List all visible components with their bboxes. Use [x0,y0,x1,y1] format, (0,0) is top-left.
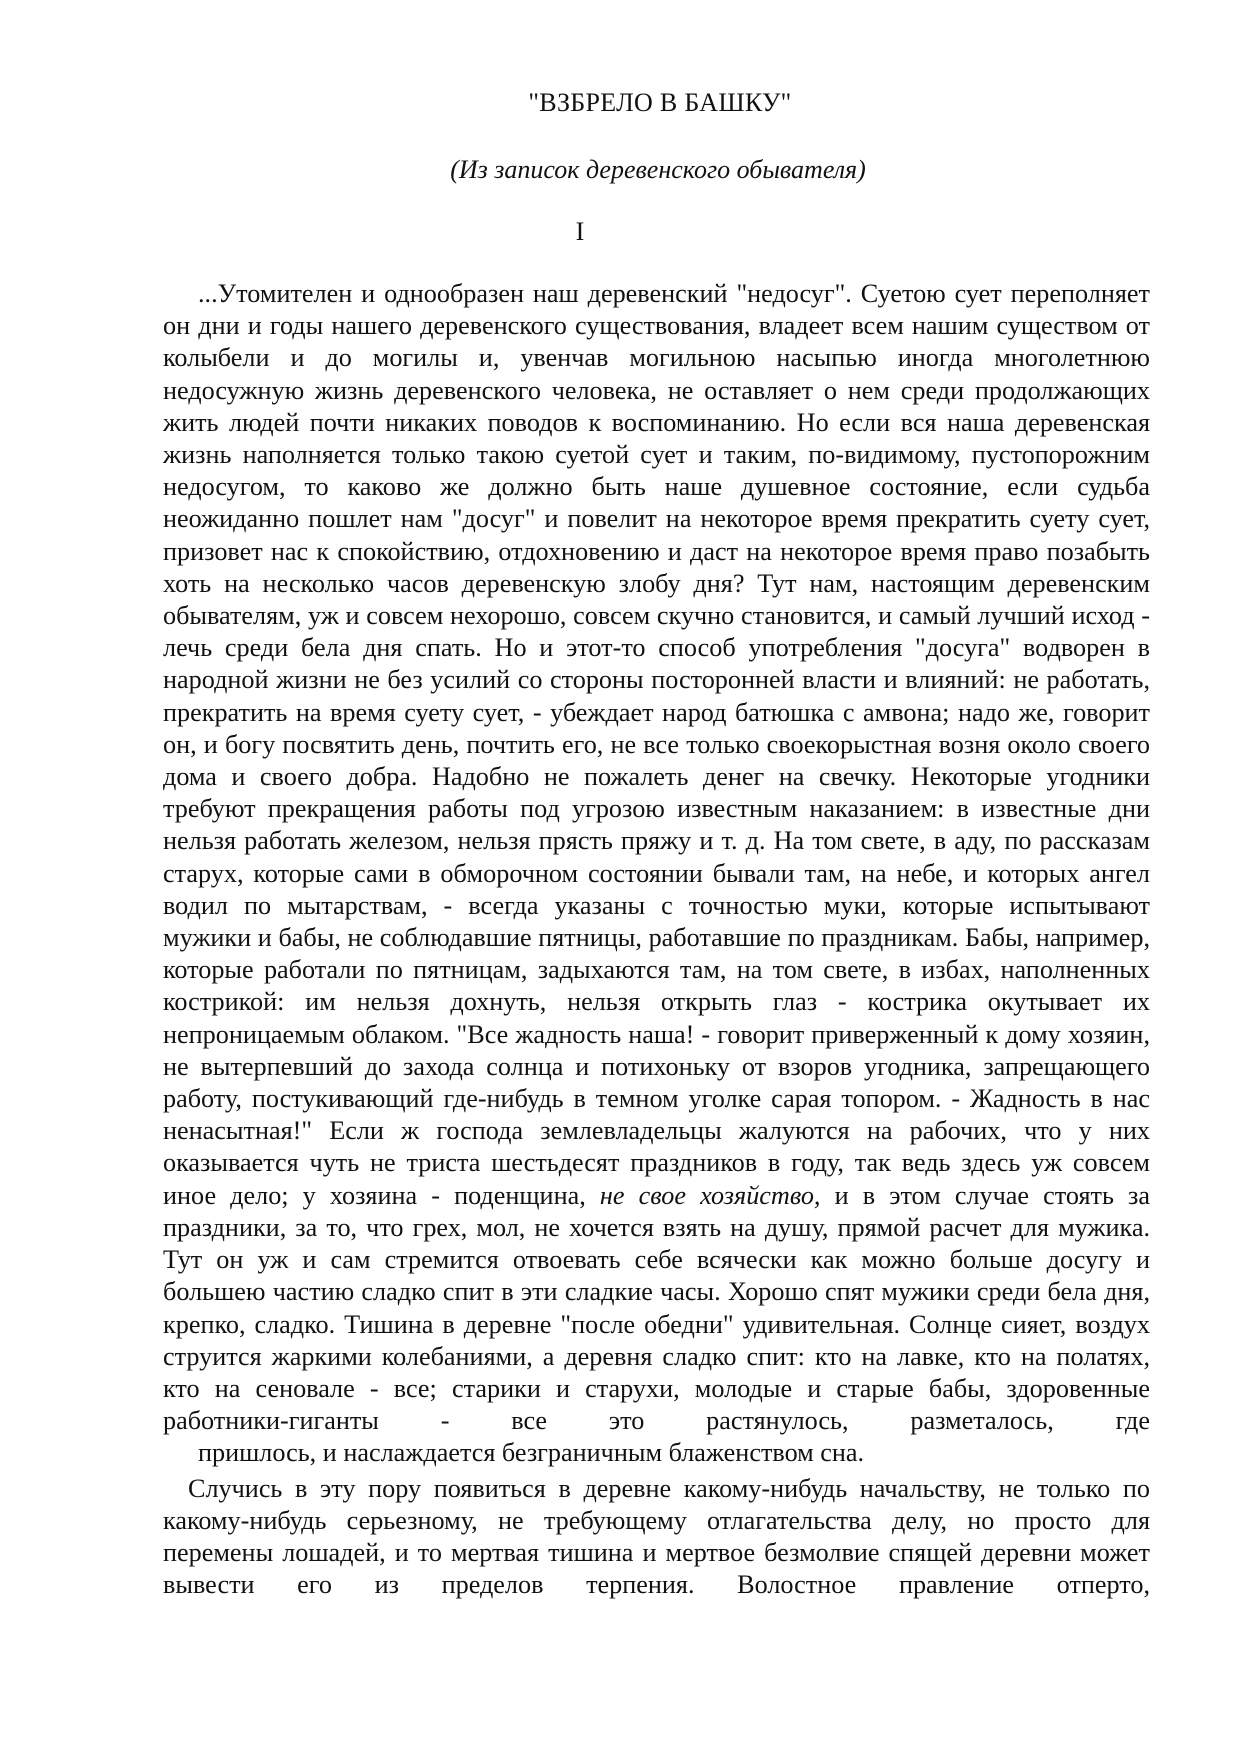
body-text [163,278,1150,1601]
paragraph-2: Случись в эту пору появиться в деревне какому-нибудь начальству, не только по какому-нибудь серьезному, не требующему отлагательства делу, но просто для перемены лошадей, и то мертвая тишина и мертвое безмолвие спящей деревни может вывести его из пределов терпения. Волостное правление отперто, [163,1473,1150,1600]
paragraph-1-part-2: и в этом случае стоять за праздники, за то, что грех, мол, не хочется взять на душу, прямой расчет для мужика. Тут он уж и сам стремится отвоевать себе всячески как можно больше досугу и большею частию сладко спит в эти сладкие часы. Хорошо спят мужики среди бела дня, крепко, сладко. Тишина в деревне "после обедни" удивительная. Солнце сияет, воздух струится жаркими колебаниями, а деревня сладко спит: кто на лавке, кто на полатях, кто на сеновале - все; старики и старухи, молодые и старые бабы, здоровенные работники-гиганты - все это растянулось, разметалось, где [163,1180,1150,1436]
document-title: "ВЗБРЕЛО В БАШКУ" [528,88,792,117]
paragraph-1-last-line: пришлось, и наслаждается безграничным блаженством сна. [198,1438,865,1468]
paragraph-1 [163,278,1150,1470]
paragraph-1-part-1: ...Утомителен и однообразен наш деревенский "недосуг". Суетою сует переполняет он дни и годы нашего деревенского существования, владеет всем нашим существом от колыбели и до могилы и, увенчав могильною насыпью иногда многолетнюю недосужную жизнь деревенского человека, не оставляет о нем среди продолжающих жить людей почти никаких поводов к воспоминанию. Но если вся наша деревенская жизнь наполняется только такою суетой сует и таким, по-видимому, пустопорожним недосугом, то каково же должно быть наше душевное состояние, если судьба неожиданно пошлет нам "досуг" и повелит на некоторое время прекратить суету сует, призовет нас к спокойствию, отдохновению и даст на некоторое время право позабыть хоть на несколько часов деревенскую злобу дня? Тут нам, настоящим деревенским обывателям, уж и совсем нехорошо, совсем скучно становится, и самый лучший исход - лечь среди бела дня спать. Но и этот-то способ употребления "досуга" водворен в народной жизни не без усилий со стороны посторонней власти и влияний: не работать, прекратить на время суету сует, - убеждает народ батюшка с амвона; надо же, говорит он, и богу посвятить день, почтить его, не все только своекорыстная возня около своего дома и своего добра. Надобно не пожалеть денег на свечку. Некоторые угодники требуют прекращения работы под угрозою известным наказанием: в известные дни нельзя работать железом, нельзя прясть пряжу и т. д. На том свете, в аду, по рассказам старух, которые сами в обморочном состоянии бывали там, на небе, и которых ангел водил по мытарствам, - всегда указаны с точностью муки, которые испытывают мужики и бабы, не соблюдавшие пятницы, работавшие по праздникам. Бабы, например, которые работали по пятницам, задыхаются там, на том свете, в избах, наполненных кострикой: им нельзя дохнуть, нельзя открыть глаз - кострика окутывает их непроницаемым облаком. "Все жадность наша! - говорит приверженный к дому хозяин, не вытерпевший до захода солнца и потихоньку от взоров угодника, запрещающего работу, постукивающий где-нибудь в темном уголке сарая топором. - Жадность в нас ненасытная!" Если ж господа землевладельцы жалуются на рабочих, что у них оказывается чуть не триста шестьдесят праздников в году, так ведь здесь уж совсем иное дело; у хозяина - поденщина, [163,279,1150,1210]
document-subtitle: (Из записок деревенского обывателя) [450,155,866,184]
paragraph-1-emphasis: не свое хозяйство, [599,1180,821,1210]
chapter-number: I [575,217,585,246]
